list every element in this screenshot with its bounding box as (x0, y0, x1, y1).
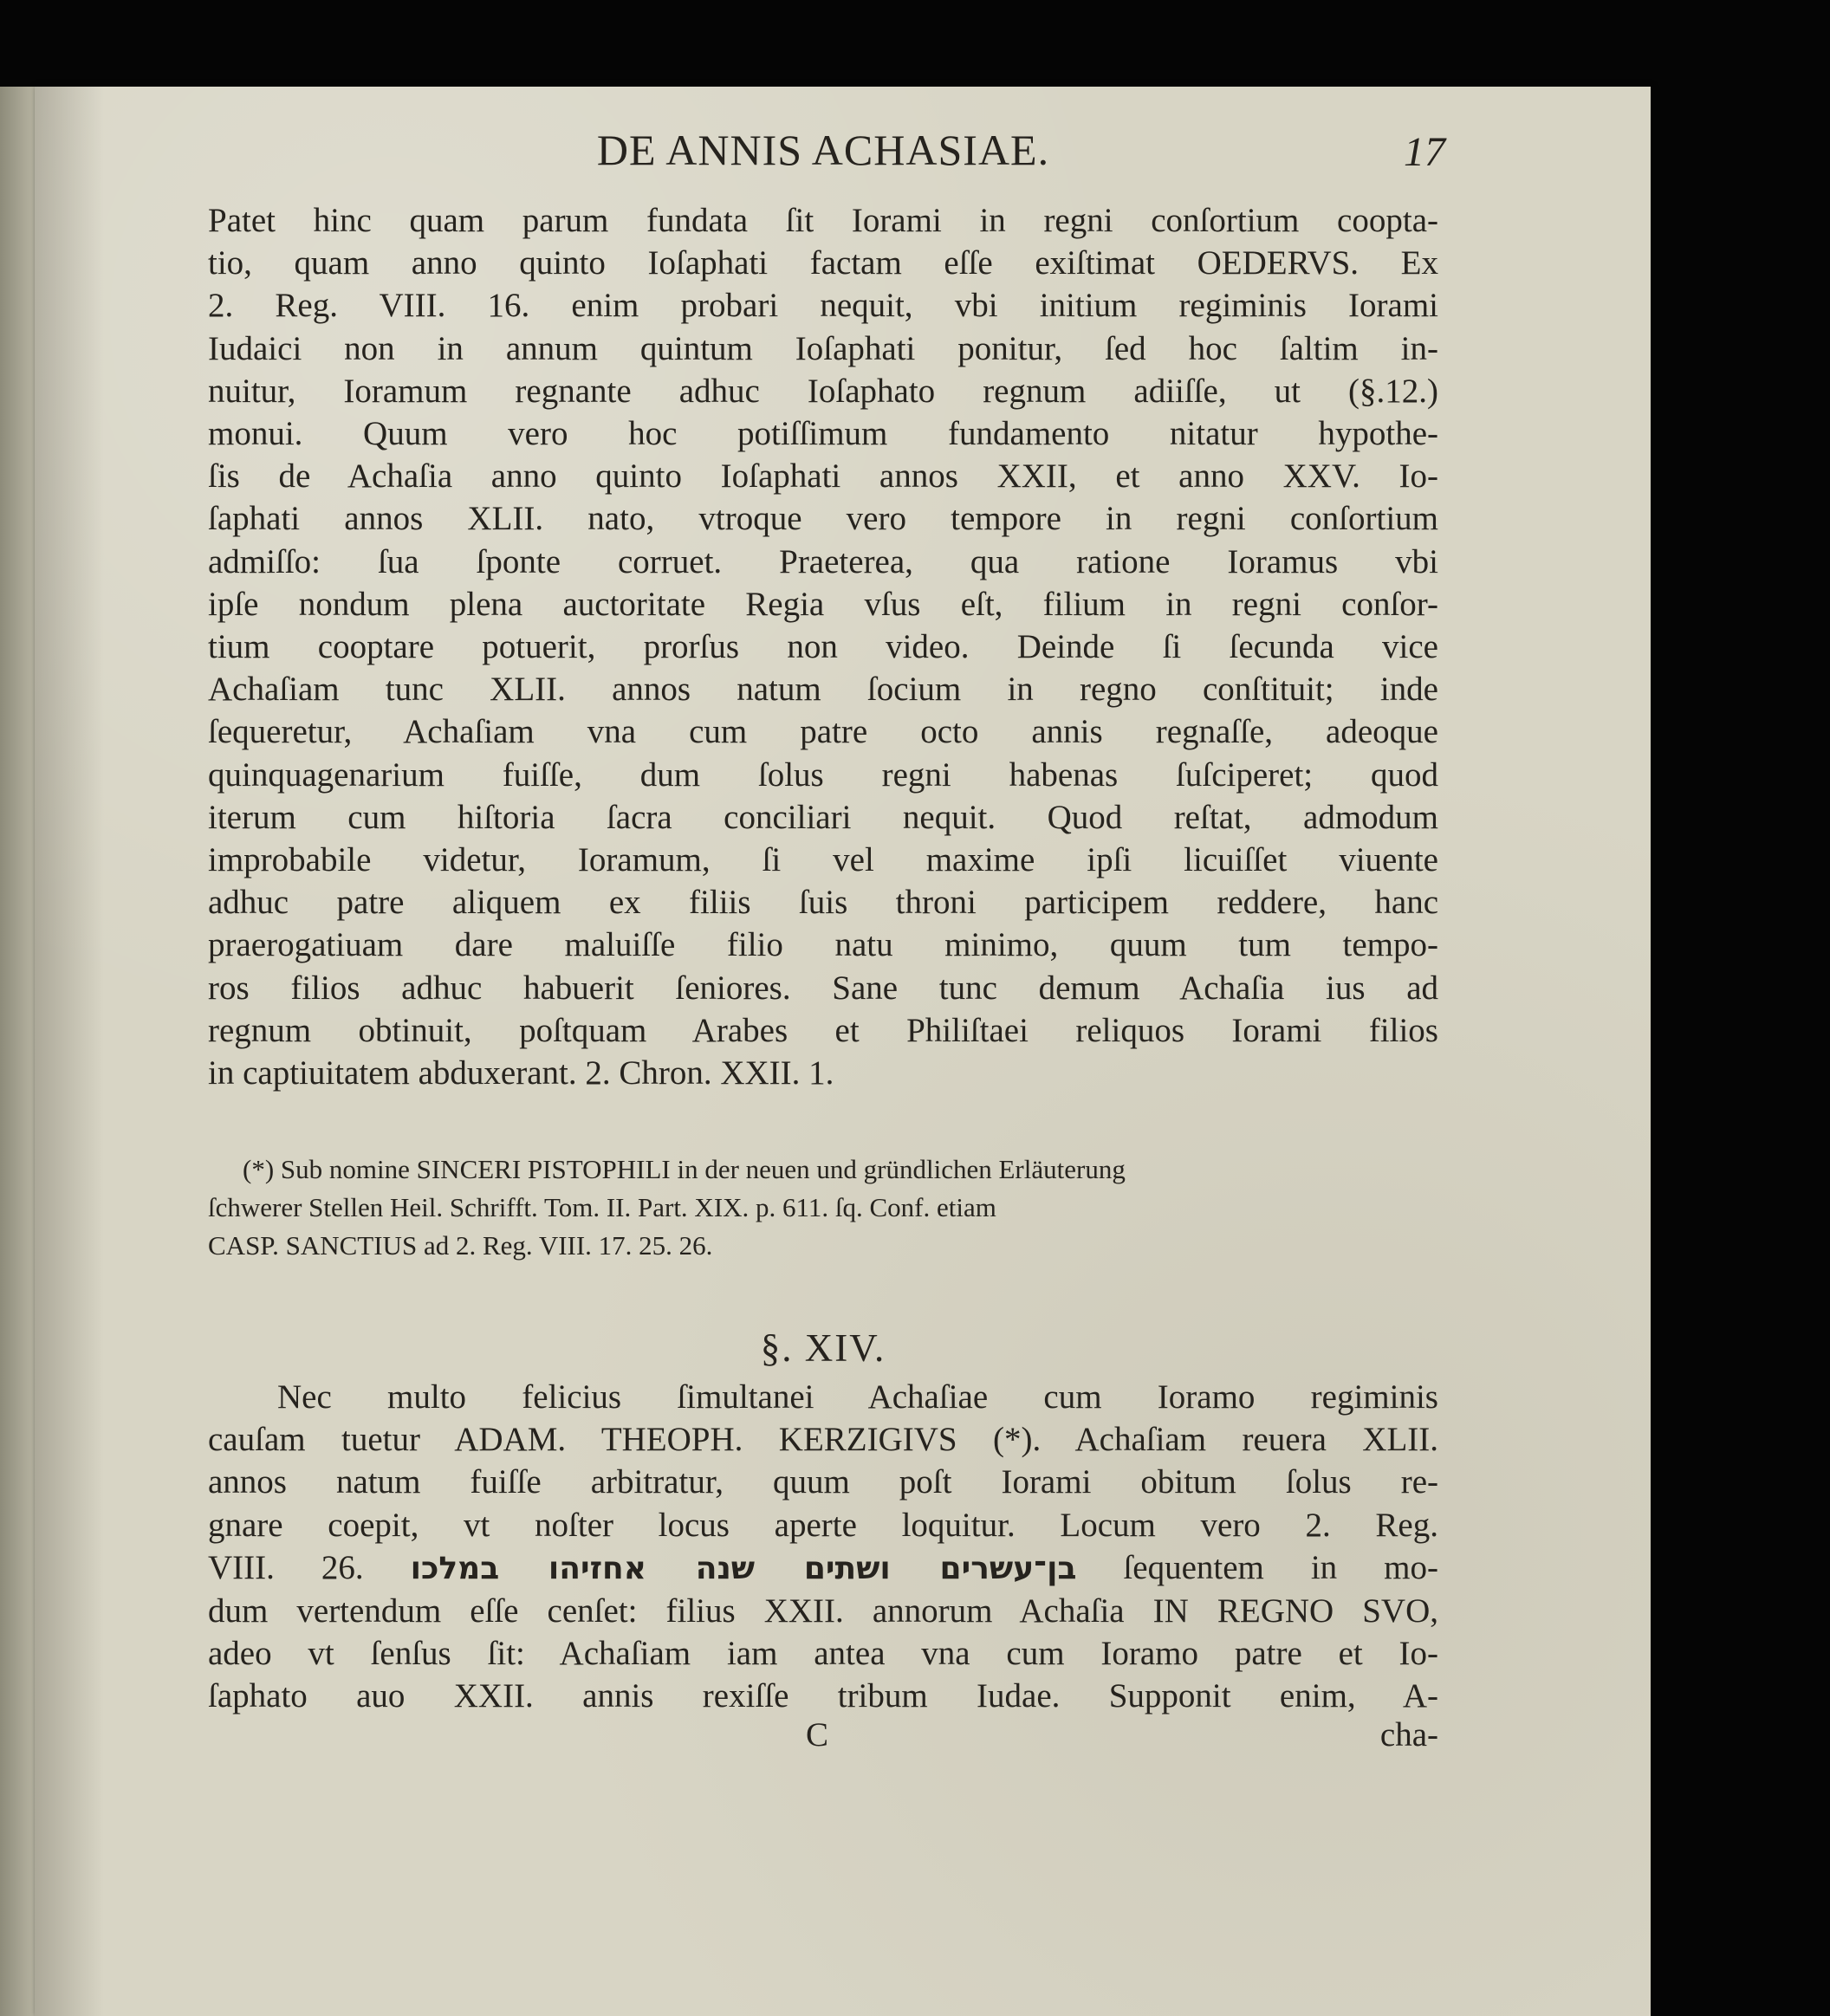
signature-line (208, 1715, 1438, 1764)
text-line: adhuc patre aliquem ex filiis ſuis throni participem reddere, hanc (208, 884, 1438, 922)
hebrew-text: בן־עשרים ושתים שנה אחזיהו במלכו (410, 1550, 1077, 1586)
text-line: ſaphati annos XLII. nato, vtroque vero tempore in regni conſortium (208, 500, 1438, 538)
text-line: praerogatiuam dare maluiſſe filio natu minimo, quum tum tempo- (208, 926, 1438, 964)
text-line: quinquagenarium fuiſſe, dum ſolus regni habenas ſuſciperet; quod (208, 755, 1438, 794)
gathering-signature: C (806, 1716, 829, 1753)
hebrew-line-prefix: VIII. 26. (208, 1548, 364, 1586)
text-line: Achaſiam tunc XLII. annos natum ſocium in regno conſtituit; inde (208, 671, 1438, 709)
text-line: gnare coepit, vt noſter locus aperte loquitur. Locum vero 2. Reg. (208, 1506, 1438, 1544)
text-line: admiſſo: ſua ſponte corruet. Praeterea, qua ratione Ioramus vbi (208, 542, 1438, 580)
running-head (208, 125, 1445, 185)
footnote (208, 1151, 1438, 1265)
book-page (35, 87, 1651, 2016)
text-line: ſis de Achaſia anno quinto Ioſaphati annos XXII, et anno XXV. Io- (208, 457, 1438, 496)
section-heading: §. XIV. (760, 1326, 886, 1370)
paragraph-1 (208, 199, 1438, 1094)
hebrew-line-suffix: ſequentem in mo- (1123, 1548, 1438, 1586)
text-line: nuitur, Ioramum regnante adhuc Ioſaphato regnum adiiſſe, ut (§.12.) (208, 372, 1438, 410)
page-number: 17 (1404, 129, 1445, 175)
catchword: cha- (1379, 1716, 1438, 1753)
footnote-line: ſchwerer Stellen Heil. Schrifft. Tom. II. Part. XIX. p. 611. ſq. Conf. etiam (208, 1192, 996, 1222)
text-line: annos natum fuiſſe arbitratur, quum poſt Iorami obitum ſolus re- (208, 1463, 1438, 1501)
text-line: cauſam tuetur ADAM. THEOPH. KERZIGIVS (*). Achaſiam reuera XLII. (208, 1421, 1438, 1459)
text-line: Nec multo felicius ſimultanei Achaſiae cum Ioramo regiminis (277, 1378, 1438, 1416)
text-line: Patet hinc quam parum fundata ſit Iorami in regni conſortium coopta- (208, 202, 1438, 239)
text-line: tium cooptare potuerit, prorſus non video. Deinde ſi ſecunda vice (208, 628, 1438, 666)
text-line: 2. Reg. VIII. 16. enim probari nequit, vbi initium regiminis Iorami (208, 287, 1438, 325)
paragraph-2 (208, 1376, 1438, 1718)
text-line: regnum obtinuit, poſtquam Arabes et Philiſtaei reliquos Iorami filios (208, 1011, 1438, 1049)
footnote-line: (*) Sub nomine SINCERI PISTOPHILI in der neuen und gründlichen Erläuterung (243, 1154, 1126, 1184)
text-line: ros filios adhuc habuerit ſeniores. Sane tunc demum Achaſia ius ad (208, 969, 1438, 1007)
text-line: monui. Quum vero hoc potiſſimum fundamento nitatur hypothe- (208, 415, 1438, 453)
footnote-line: CASP. SANCTIUS ad 2. Reg. VIII. 17. 25. 26. (208, 1230, 713, 1261)
text-line: ſaphato auo XXII. annis rexiſſe tribum Iudae. Supponit enim, A- (208, 1677, 1438, 1715)
text-line: ipſe nondum plena auctoritate Regia vſus eſt, filium in regni conſor- (208, 585, 1438, 623)
text-line: improbabile videtur, Ioramum, ſi vel maxime ipſi licuiſſet viuente (208, 841, 1438, 879)
text-line: adeo vt ſenſus ſit: Achaſiam iam antea vna cum Ioramo patre et Io- (208, 1635, 1438, 1673)
previous-page-edge (0, 87, 35, 2016)
text-line: ſequeretur, Achaſiam vna cum patre octo annis regnaſſe, adeoque (208, 713, 1438, 751)
text-line: tio, quam anno quinto Ioſaphati factam eſſe exiſtimat OEDERVS. Ex (208, 244, 1438, 282)
text-line: iterum cum hiſtoria ſacra conciliari nequit. Quod reſtat, admodum (208, 798, 1438, 836)
running-title: DE ANNIS ACHASIAE. (596, 126, 1050, 174)
text-line: dum vertendum eſſe cenſet: filius XXII. annorum Achaſia IN REGNO SVO, (208, 1592, 1438, 1630)
text-line: in captiuitatem abduxerant. 2. Chron. XXII. 1. (208, 1054, 834, 1092)
hebrew-citation-line (208, 1546, 1438, 1590)
text-line: Iudaici non in annum quintum Ioſaphati ponitur, ſed hoc ſaltim in- (208, 329, 1438, 367)
